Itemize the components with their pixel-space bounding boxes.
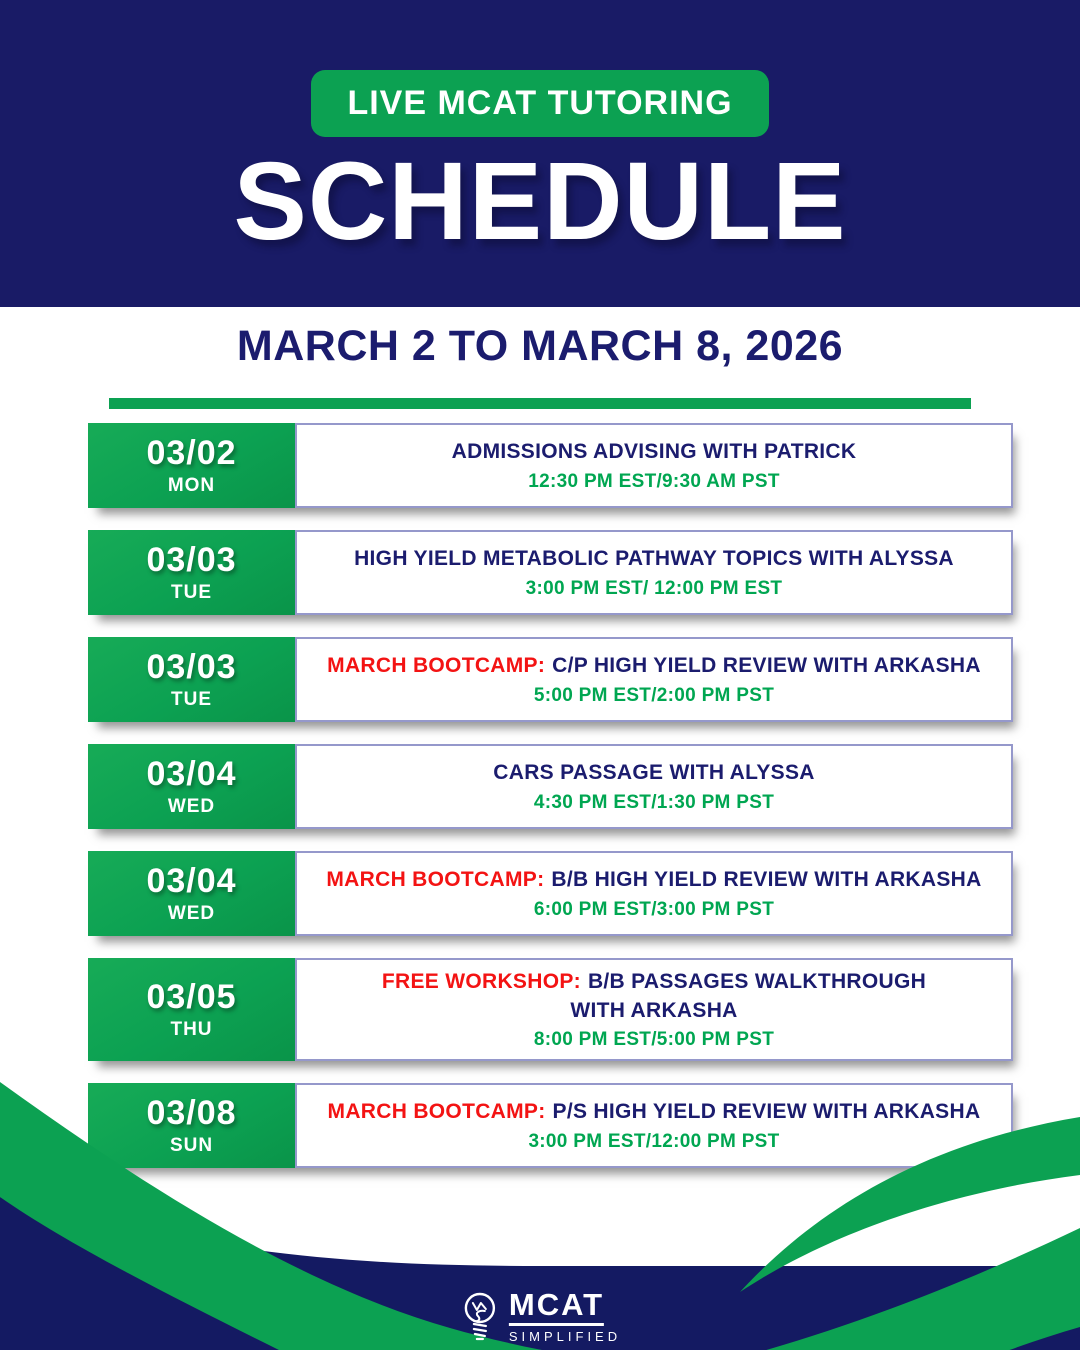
date-label: 03/05	[146, 978, 237, 1016]
date-label: 03/02	[146, 434, 237, 472]
event-title: HIGH YIELD METABOLIC PATHWAY TOPICS WITH ALYSSA	[354, 547, 954, 571]
date-cell	[88, 851, 295, 936]
event-time: 6:00 PM EST/3:00 PM PST	[533, 898, 775, 920]
day-label: WED	[167, 903, 216, 924]
day-label: WED	[167, 796, 216, 817]
schedule-table	[88, 423, 1013, 1190]
date-cell	[88, 530, 295, 615]
divider-bar	[109, 398, 971, 409]
brand-tagline: SIMPLIFIED	[508, 1329, 622, 1344]
date-cell	[88, 744, 295, 829]
date-cell	[88, 423, 295, 508]
event-prefix: MARCH BOOTCAMP:	[327, 1100, 546, 1124]
date-cell	[88, 637, 295, 722]
event-time: 4:30 PM EST/1:30 PM PST	[533, 791, 775, 813]
event-time: 3:00 PM EST/12:00 PM PST	[528, 1130, 780, 1152]
live-tutoring-badge: LIVE MCAT TUTORING	[311, 70, 768, 137]
event-cell	[295, 423, 1013, 508]
lightbulb-icon	[459, 1291, 501, 1343]
schedule-row	[88, 851, 1013, 936]
event-title: MARCH BOOTCAMP: B/B HIGH YIELD REVIEW WITH ARKASHA	[326, 868, 982, 892]
event-prefix: MARCH BOOTCAMP:	[326, 868, 545, 892]
date-label: 03/03	[146, 541, 237, 579]
event-prefix: MARCH BOOTCAMP:	[327, 654, 546, 678]
schedule-row	[88, 744, 1013, 829]
schedule-row	[88, 530, 1013, 615]
schedule-row	[88, 423, 1013, 508]
event-time: 8:00 PM EST/5:00 PM PST	[533, 1028, 775, 1050]
event-title: FREE WORKSHOP: B/B PASSAGES WALKTHROUGH WITH ARKASHA	[381, 970, 927, 1022]
date-label: 03/03	[146, 648, 237, 686]
date-label: 03/08	[146, 1094, 237, 1132]
date-label: 03/04	[146, 862, 237, 900]
event-cell	[295, 637, 1013, 722]
schedule-row	[88, 958, 1013, 1061]
event-cell	[295, 744, 1013, 829]
date-range-subtitle: MARCH 2 TO MARCH 8, 2026	[236, 322, 844, 370]
event-title: ADMISSIONS ADVISING WITH PATRICK	[451, 440, 857, 464]
day-label: MON	[167, 475, 216, 496]
schedule-row	[88, 637, 1013, 722]
brand-logo-text	[509, 1289, 621, 1344]
date-label: 03/04	[146, 755, 237, 793]
day-label: TUE	[171, 582, 212, 603]
day-label: SUN	[169, 1135, 214, 1156]
header	[0, 0, 1080, 307]
day-label: TUE	[171, 689, 212, 710]
page-title: SCHEDULE	[233, 140, 847, 263]
event-cell	[295, 958, 1013, 1061]
event-time: 3:00 PM EST/ 12:00 PM EST	[525, 577, 783, 599]
event-cell	[295, 851, 1013, 936]
day-label: THU	[170, 1019, 213, 1040]
event-title: MARCH BOOTCAMP: C/P HIGH YIELD REVIEW WITH ARKASHA	[327, 654, 981, 678]
event-time: 5:00 PM EST/2:00 PM PST	[533, 684, 775, 706]
event-title: MARCH BOOTCAMP: P/S HIGH YIELD REVIEW WITH ARKASHA	[327, 1100, 981, 1124]
event-cell	[295, 530, 1013, 615]
event-title: CARS PASSAGE WITH ALYSSA	[493, 761, 815, 785]
event-time: 12:30 PM EST/9:30 AM PST	[528, 470, 780, 492]
brand-name: MCAT	[509, 1289, 604, 1326]
brand-logo	[459, 1289, 621, 1344]
event-prefix: FREE WORKSHOP:	[381, 970, 581, 994]
date-cell	[88, 958, 295, 1061]
